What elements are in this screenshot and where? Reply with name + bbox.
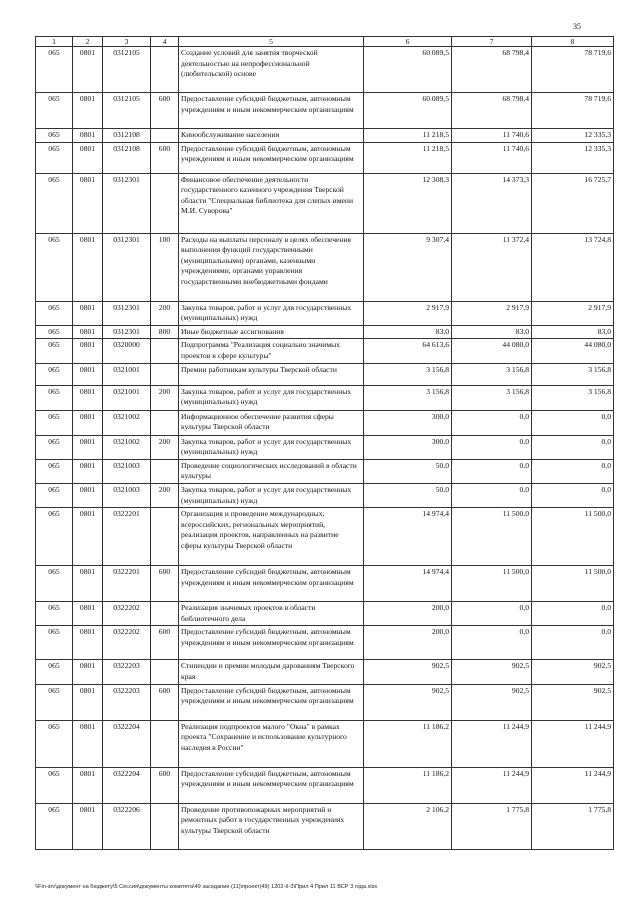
amount-year-2-cell: 11 740,6 bbox=[452, 129, 532, 143]
amount-year-1-cell: 3 156,8 bbox=[364, 385, 452, 410]
table-row bbox=[36, 173, 614, 233]
ministry-code-cell: 065 bbox=[36, 142, 73, 173]
section-code-cell: 0801 bbox=[73, 483, 103, 507]
description-cell: Премии работникам культуры Тверской области bbox=[179, 363, 364, 385]
ministry-code-cell: 065 bbox=[36, 684, 73, 720]
description-cell: Стипендии и премии молодым дарованиям Тверского края bbox=[179, 660, 364, 684]
description-cell: Информационное обеспечение развития сферы культуры Тверской области bbox=[179, 410, 364, 435]
ministry-code-cell: 065 bbox=[36, 233, 73, 301]
section-code-cell: 0801 bbox=[73, 301, 103, 325]
target-article-cell: 0321002 bbox=[103, 410, 151, 435]
amount-year-1-cell: 902,5 bbox=[364, 660, 452, 684]
description-cell: Предоставление субсидий бюджетным, автономным учреждениям и иным некоммерческим организациям bbox=[179, 626, 364, 660]
amount-year-1-cell: 902,5 bbox=[364, 684, 452, 720]
description-cell: Предоставление субсидий бюджетным, автономным учреждениям и иным некоммерческим организациям bbox=[179, 93, 364, 129]
target-article-cell: 0322201 bbox=[103, 566, 151, 602]
description-cell: Закупка товаров, работ и услуг для государственных (муниципальных) нужд bbox=[179, 301, 364, 325]
target-article-cell: 0322203 bbox=[103, 684, 151, 720]
col-header-5: 5 bbox=[179, 37, 364, 47]
expense-type-cell: 200 bbox=[151, 385, 179, 410]
section-code-cell: 0801 bbox=[73, 129, 103, 143]
amount-year-1-cell: 14 974,4 bbox=[364, 566, 452, 602]
expense-type-cell: 200 bbox=[151, 435, 179, 459]
section-code-cell: 0801 bbox=[73, 47, 103, 93]
amount-year-1-cell: 83,0 bbox=[364, 325, 452, 339]
amount-year-2-cell: 83,0 bbox=[452, 325, 532, 339]
description-cell: Предоставление субсидий бюджетным, автономным учреждениям и иным некоммерческим организациям bbox=[179, 142, 364, 173]
ministry-code-cell: 065 bbox=[36, 129, 73, 143]
section-code-cell: 0801 bbox=[73, 684, 103, 720]
amount-year-3-cell: 0,0 bbox=[532, 602, 614, 626]
ministry-code-cell: 065 bbox=[36, 385, 73, 410]
section-code-cell: 0801 bbox=[73, 803, 103, 849]
expense-type-cell: 600 bbox=[151, 142, 179, 173]
table-row bbox=[36, 301, 614, 325]
table-row bbox=[36, 129, 614, 143]
ministry-code-cell: 065 bbox=[36, 173, 73, 233]
target-article-cell: 0322202 bbox=[103, 602, 151, 626]
description-cell: Предоставление субсидий бюджетным, автономным учреждениям и иным некоммерческим организациям bbox=[179, 684, 364, 720]
amount-year-3-cell: 3 156,8 bbox=[532, 385, 614, 410]
table-row bbox=[36, 47, 614, 93]
target-article-cell: 0312301 bbox=[103, 173, 151, 233]
amount-year-3-cell: 13 724,8 bbox=[532, 233, 614, 301]
description-cell: Закупка товаров, работ и услуг для государственных (муниципальных) нужд bbox=[179, 385, 364, 410]
amount-year-2-cell: 14 373,3 bbox=[452, 173, 532, 233]
file-path-footer: \\Fin-srv\документ на бюджету\5 Сессия\документы комитета\49 заседание (11)\проект(49) 1202-II-3\Прил 4 Прил 11 ВСР 3 года.xlsx bbox=[35, 884, 378, 890]
ministry-code-cell: 065 bbox=[36, 483, 73, 507]
table-row bbox=[36, 602, 614, 626]
amount-year-3-cell: 0,0 bbox=[532, 459, 614, 483]
amount-year-3-cell: 11 244,9 bbox=[532, 720, 614, 767]
description-cell: Подпрограмма "Реализация социально значимых проектов в сфере культуры" bbox=[179, 339, 364, 363]
description-cell: Реализация значимых проектов в области библиотечного дела bbox=[179, 602, 364, 626]
amount-year-3-cell: 78 719,6 bbox=[532, 47, 614, 93]
table-row bbox=[36, 660, 614, 684]
amount-year-1-cell: 300,0 bbox=[364, 410, 452, 435]
target-article-cell: 0321003 bbox=[103, 459, 151, 483]
amount-year-3-cell: 0,0 bbox=[532, 626, 614, 660]
amount-year-1-cell: 11 218,5 bbox=[364, 129, 452, 143]
target-article-cell: 0322201 bbox=[103, 508, 151, 566]
target-article-cell: 0321002 bbox=[103, 435, 151, 459]
description-cell: Иные бюджетные ассигнования bbox=[179, 325, 364, 339]
description-cell: Реализация подпроектов малого "Окна" в рамках проекта "Сохранение и использование культурного наследия в России" bbox=[179, 720, 364, 767]
amount-year-2-cell: 68 798,4 bbox=[452, 47, 532, 93]
expense-type-cell bbox=[151, 363, 179, 385]
expense-type-cell: 600 bbox=[151, 767, 179, 803]
col-header-6: 6 bbox=[364, 37, 452, 47]
table-row bbox=[36, 566, 614, 602]
description-cell: Кинообслуживание населения bbox=[179, 129, 364, 143]
page-number: 35 bbox=[573, 22, 581, 31]
table-row bbox=[36, 720, 614, 767]
amount-year-3-cell: 902,5 bbox=[532, 684, 614, 720]
amount-year-1-cell: 2 106,2 bbox=[364, 803, 452, 849]
ministry-code-cell: 065 bbox=[36, 602, 73, 626]
amount-year-3-cell: 902,5 bbox=[532, 660, 614, 684]
description-cell: Предоставление субсидий бюджетным, автономным учреждениям и иным некоммерческим организациям bbox=[179, 566, 364, 602]
section-code-cell: 0801 bbox=[73, 660, 103, 684]
amount-year-2-cell: 2 917,9 bbox=[452, 301, 532, 325]
amount-year-1-cell: 60 089,5 bbox=[364, 47, 452, 93]
amount-year-3-cell: 12 335,3 bbox=[532, 129, 614, 143]
amount-year-3-cell: 83,0 bbox=[532, 325, 614, 339]
section-code-cell: 0801 bbox=[73, 767, 103, 803]
table-row bbox=[36, 363, 614, 385]
expense-type-cell: 800 bbox=[151, 325, 179, 339]
ministry-code-cell: 065 bbox=[36, 459, 73, 483]
amount-year-3-cell: 1 775,8 bbox=[532, 803, 614, 849]
amount-year-2-cell: 1 775,8 bbox=[452, 803, 532, 849]
target-article-cell: 0320000 bbox=[103, 339, 151, 363]
ministry-code-cell: 065 bbox=[36, 508, 73, 566]
expense-type-cell: 600 bbox=[151, 684, 179, 720]
target-article-cell: 0321001 bbox=[103, 385, 151, 410]
section-code-cell: 0801 bbox=[73, 142, 103, 173]
target-article-cell: 0322204 bbox=[103, 720, 151, 767]
section-code-cell: 0801 bbox=[73, 385, 103, 410]
table-row bbox=[36, 626, 614, 660]
target-article-cell: 0321003 bbox=[103, 483, 151, 507]
section-code-cell: 0801 bbox=[73, 339, 103, 363]
amount-year-2-cell: 0,0 bbox=[452, 483, 532, 507]
expense-type-cell: 600 bbox=[151, 93, 179, 129]
expense-type-cell: 600 bbox=[151, 626, 179, 660]
amount-year-1-cell: 11 218,5 bbox=[364, 142, 452, 173]
table-row bbox=[36, 339, 614, 363]
amount-year-2-cell: 0,0 bbox=[452, 435, 532, 459]
description-cell: Закупка товаров, работ и услуг для государственных (муниципальных) нужд bbox=[179, 435, 364, 459]
amount-year-1-cell: 3 156,8 bbox=[364, 363, 452, 385]
amount-year-3-cell: 11 244,9 bbox=[532, 767, 614, 803]
description-cell: Финансовое обеспечение деятельности государственного казенного учреждения Тверской области "Специальная библиотека для слепых имени М.И. Суворова" bbox=[179, 173, 364, 233]
amount-year-2-cell: 44 080,0 bbox=[452, 339, 532, 363]
ministry-code-cell: 065 bbox=[36, 660, 73, 684]
section-code-cell: 0801 bbox=[73, 720, 103, 767]
expense-type-cell bbox=[151, 129, 179, 143]
section-code-cell: 0801 bbox=[73, 566, 103, 602]
amount-year-2-cell: 11 740,6 bbox=[452, 142, 532, 173]
expense-type-cell bbox=[151, 660, 179, 684]
amount-year-3-cell: 0,0 bbox=[532, 483, 614, 507]
ministry-code-cell: 065 bbox=[36, 410, 73, 435]
ministry-code-cell: 065 bbox=[36, 363, 73, 385]
target-article-cell: 0322204 bbox=[103, 767, 151, 803]
expense-type-cell: 200 bbox=[151, 483, 179, 507]
target-article-cell: 0312108 bbox=[103, 142, 151, 173]
ministry-code-cell: 065 bbox=[36, 47, 73, 93]
expense-type-cell bbox=[151, 47, 179, 93]
ministry-code-cell: 065 bbox=[36, 626, 73, 660]
table-row bbox=[36, 803, 614, 849]
amount-year-1-cell: 9 307,4 bbox=[364, 233, 452, 301]
budget-table bbox=[35, 36, 614, 850]
amount-year-1-cell: 50,0 bbox=[364, 459, 452, 483]
amount-year-2-cell: 902,5 bbox=[452, 660, 532, 684]
amount-year-2-cell: 11 244,9 bbox=[452, 720, 532, 767]
amount-year-2-cell: 11 500,0 bbox=[452, 566, 532, 602]
amount-year-1-cell: 11 186,2 bbox=[364, 720, 452, 767]
amount-year-1-cell: 14 974,4 bbox=[364, 508, 452, 566]
table-row bbox=[36, 410, 614, 435]
ministry-code-cell: 065 bbox=[36, 325, 73, 339]
amount-year-2-cell: 0,0 bbox=[452, 626, 532, 660]
expense-type-cell: 200 bbox=[151, 301, 179, 325]
target-article-cell: 0321001 bbox=[103, 363, 151, 385]
description-cell: Организация и проведение международных, всероссийских, региональных мероприятий, реализация проектов, направленных на развитие сферы культуры Тверской области bbox=[179, 508, 364, 566]
amount-year-1-cell: 11 186,2 bbox=[364, 767, 452, 803]
section-code-cell: 0801 bbox=[73, 173, 103, 233]
expense-type-cell bbox=[151, 339, 179, 363]
section-code-cell: 0801 bbox=[73, 233, 103, 301]
section-code-cell: 0801 bbox=[73, 459, 103, 483]
ministry-code-cell: 065 bbox=[36, 301, 73, 325]
amount-year-2-cell: 3 156,8 bbox=[452, 385, 532, 410]
ministry-code-cell: 065 bbox=[36, 803, 73, 849]
table-row bbox=[36, 435, 614, 459]
amount-year-2-cell: 0,0 bbox=[452, 602, 532, 626]
amount-year-3-cell: 0,0 bbox=[532, 435, 614, 459]
target-article-cell: 0312301 bbox=[103, 325, 151, 339]
expense-type-cell bbox=[151, 410, 179, 435]
description-cell: Расходы на выплаты персоналу в целях обеспечения выполнения функций государственными (муниципальными) органами, казенными учреждениями, органами управления государственными внебюджетными фондами bbox=[179, 233, 364, 301]
amount-year-1-cell: 2 917,9 bbox=[364, 301, 452, 325]
table-row bbox=[36, 325, 614, 339]
expense-type-cell: 600 bbox=[151, 566, 179, 602]
table-row bbox=[36, 459, 614, 483]
amount-year-3-cell: 44 080,0 bbox=[532, 339, 614, 363]
amount-year-3-cell: 0,0 bbox=[532, 410, 614, 435]
ministry-code-cell: 065 bbox=[36, 93, 73, 129]
target-article-cell: 0312301 bbox=[103, 301, 151, 325]
ministry-code-cell: 065 bbox=[36, 435, 73, 459]
section-code-cell: 0801 bbox=[73, 435, 103, 459]
ministry-code-cell: 065 bbox=[36, 767, 73, 803]
expense-type-cell bbox=[151, 508, 179, 566]
col-header-8: 8 bbox=[532, 37, 614, 47]
ministry-code-cell: 065 bbox=[36, 566, 73, 602]
section-code-cell: 0801 bbox=[73, 363, 103, 385]
col-header-3: 3 bbox=[103, 37, 151, 47]
section-code-cell: 0801 bbox=[73, 93, 103, 129]
amount-year-2-cell: 3 156,8 bbox=[452, 363, 532, 385]
description-cell: Предоставление субсидий бюджетным, автономным учреждениям и иным некоммерческим организациям bbox=[179, 767, 364, 803]
amount-year-3-cell: 11 500,0 bbox=[532, 508, 614, 566]
table-row bbox=[36, 767, 614, 803]
amount-year-1-cell: 200,0 bbox=[364, 626, 452, 660]
column-number-header-row bbox=[36, 37, 614, 47]
target-article-cell: 0312108 bbox=[103, 129, 151, 143]
description-cell: Закупка товаров, работ и услуг для государственных (муниципальных) нужд bbox=[179, 483, 364, 507]
amount-year-1-cell: 64 613,6 bbox=[364, 339, 452, 363]
target-article-cell: 0322206 bbox=[103, 803, 151, 849]
amount-year-2-cell: 11 500,0 bbox=[452, 508, 532, 566]
target-article-cell: 0312105 bbox=[103, 93, 151, 129]
expense-type-cell bbox=[151, 173, 179, 233]
amount-year-2-cell: 902,5 bbox=[452, 684, 532, 720]
amount-year-2-cell: 68 798,4 bbox=[452, 93, 532, 129]
table-row bbox=[36, 142, 614, 173]
section-code-cell: 0801 bbox=[73, 626, 103, 660]
amount-year-2-cell: 11 372,4 bbox=[452, 233, 532, 301]
section-code-cell: 0801 bbox=[73, 325, 103, 339]
section-code-cell: 0801 bbox=[73, 508, 103, 566]
target-article-cell: 0322203 bbox=[103, 660, 151, 684]
description-cell: Проведение социологических исследований в области культуры bbox=[179, 459, 364, 483]
col-header-2: 2 bbox=[73, 37, 103, 47]
ministry-code-cell: 065 bbox=[36, 339, 73, 363]
amount-year-3-cell: 11 500,0 bbox=[532, 566, 614, 602]
table-row bbox=[36, 684, 614, 720]
expense-type-cell bbox=[151, 602, 179, 626]
section-code-cell: 0801 bbox=[73, 410, 103, 435]
amount-year-2-cell: 0,0 bbox=[452, 459, 532, 483]
target-article-cell: 0312301 bbox=[103, 233, 151, 301]
amount-year-3-cell: 16 725,7 bbox=[532, 173, 614, 233]
amount-year-1-cell: 300,0 bbox=[364, 435, 452, 459]
amount-year-1-cell: 12 308,3 bbox=[364, 173, 452, 233]
target-article-cell: 0322202 bbox=[103, 626, 151, 660]
amount-year-3-cell: 2 917,9 bbox=[532, 301, 614, 325]
amount-year-3-cell: 3 156,8 bbox=[532, 363, 614, 385]
expense-type-cell: 100 bbox=[151, 233, 179, 301]
expense-type-cell bbox=[151, 459, 179, 483]
expense-type-cell bbox=[151, 720, 179, 767]
amount-year-3-cell: 12 335,3 bbox=[532, 142, 614, 173]
target-article-cell: 0312105 bbox=[103, 47, 151, 93]
amount-year-1-cell: 200,0 bbox=[364, 602, 452, 626]
expense-type-cell bbox=[151, 803, 179, 849]
amount-year-1-cell: 50,0 bbox=[364, 483, 452, 507]
amount-year-1-cell: 60 089,5 bbox=[364, 93, 452, 129]
ministry-code-cell: 065 bbox=[36, 720, 73, 767]
description-cell: Создание условий для занятия творческой деятельностью на непрофессиональной (любительской) основе bbox=[179, 47, 364, 93]
amount-year-3-cell: 78 719,6 bbox=[532, 93, 614, 129]
table-row bbox=[36, 93, 614, 129]
col-header-1: 1 bbox=[36, 37, 73, 47]
table-row bbox=[36, 233, 614, 301]
col-header-7: 7 bbox=[452, 37, 532, 47]
amount-year-2-cell: 0,0 bbox=[452, 410, 532, 435]
table-row bbox=[36, 483, 614, 507]
description-cell: Проведение противопожарных мероприятий и ремонтных работ в государственных учреждениях культуры Тверской области bbox=[179, 803, 364, 849]
table-row bbox=[36, 508, 614, 566]
col-header-4: 4 bbox=[151, 37, 179, 47]
table-row bbox=[36, 385, 614, 410]
amount-year-2-cell: 11 244,9 bbox=[452, 767, 532, 803]
section-code-cell: 0801 bbox=[73, 602, 103, 626]
